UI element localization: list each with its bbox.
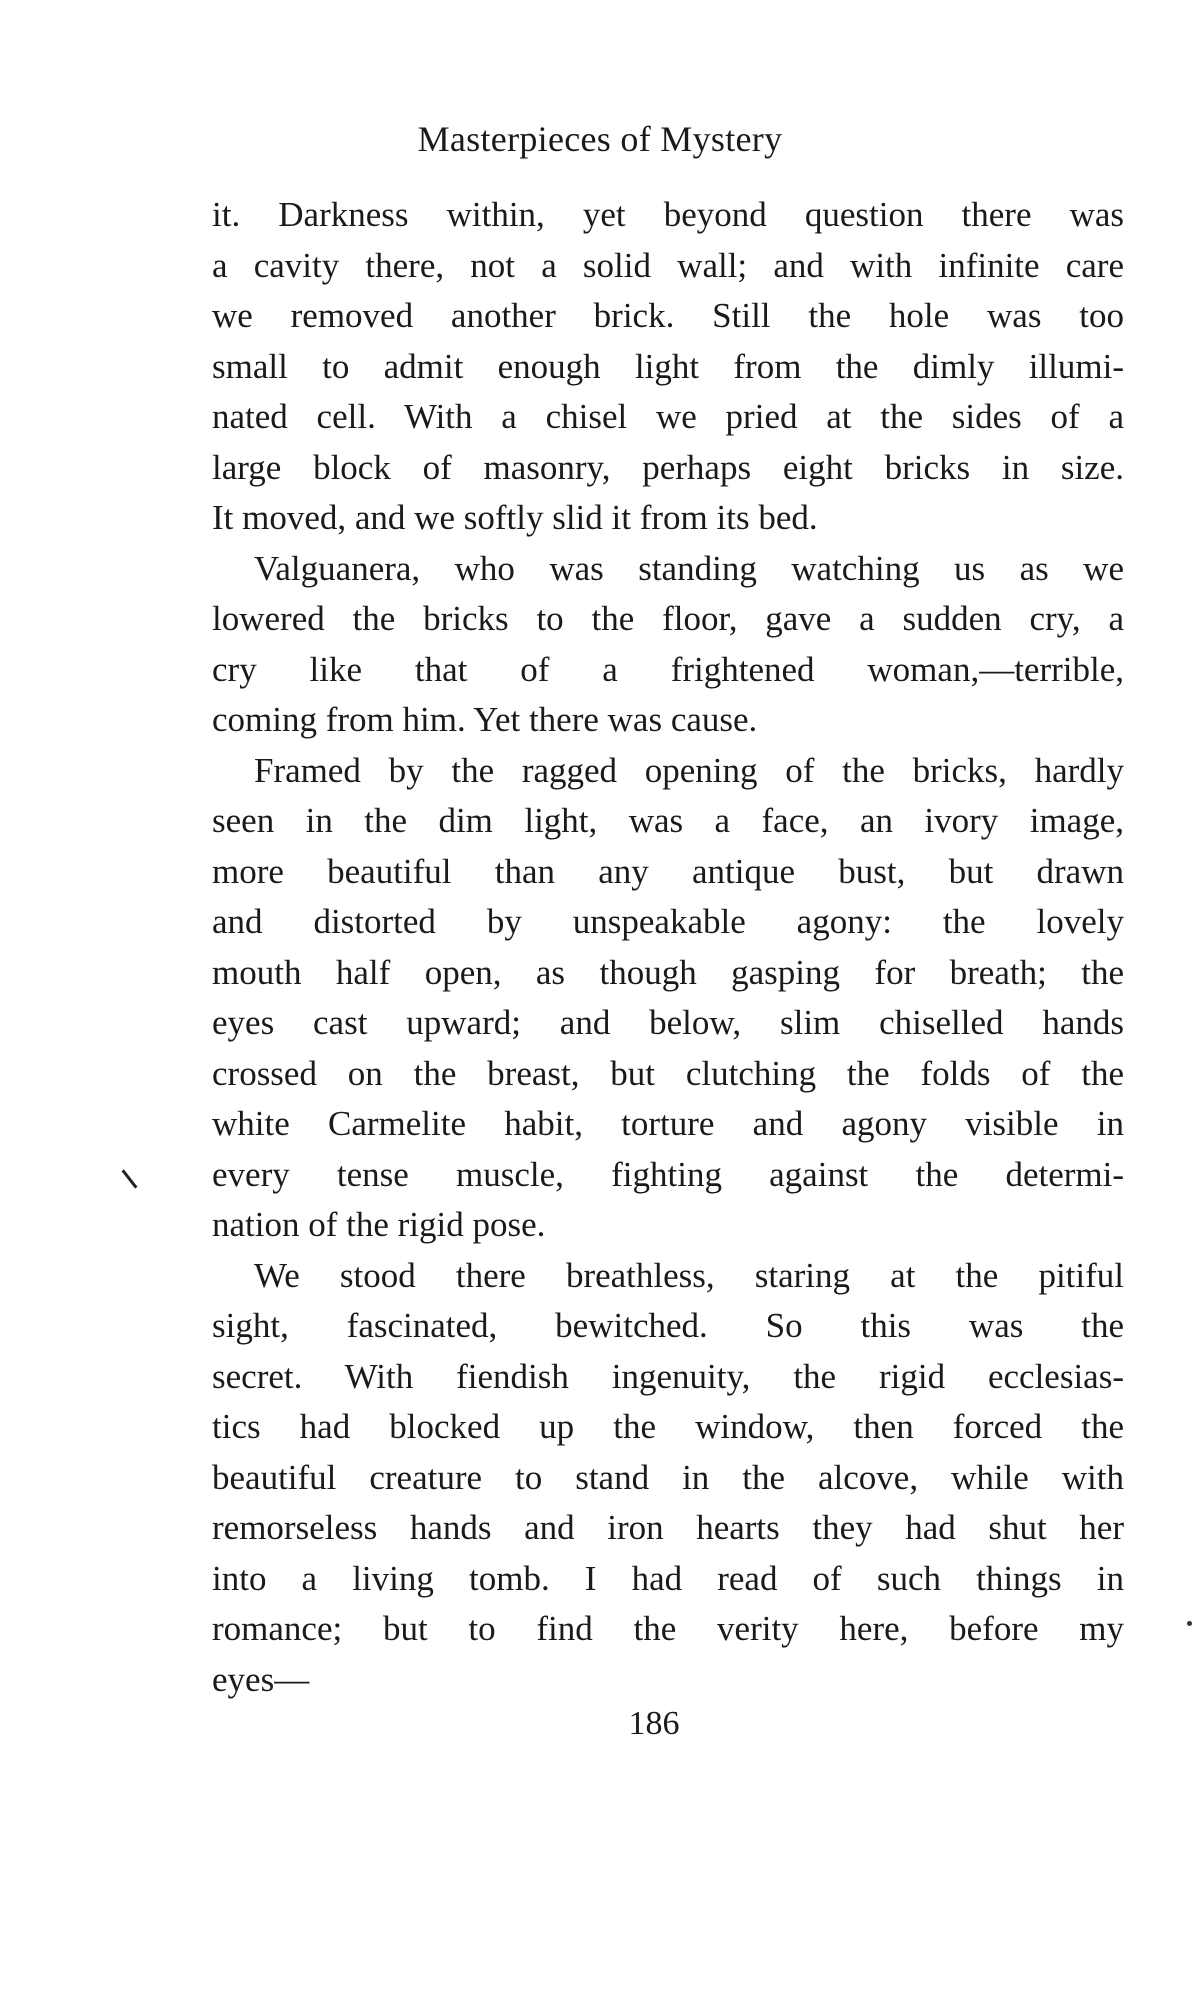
text-line: Valguanera, who was standing watching us as we [254,548,1124,588]
text-line: lowered the bricks to the floor, gave a sudden cry, a [212,599,1124,638]
text-line: tics had blocked up the window, then forced the [212,1407,1124,1446]
text-line: We stood there breathless, staring at the pitiful [254,1255,1124,1295]
text-line: sight, fascinated, bewitched. So this was the [212,1306,1124,1345]
text-line: beautiful creature to stand in the alcove, while with [212,1457,1124,1497]
text-line: white Carmelite habit, torture and agony visible in [212,1104,1124,1143]
margin-dot [1187,1621,1192,1626]
text-line: coming from him. Yet there was cause. [212,700,758,739]
text-line: a cavity there, not a solid wall; and with infinite care [212,245,1124,285]
text-line: every tense muscle, fighting against the determi- [212,1154,1124,1194]
text-line: eyes— [212,1659,310,1699]
text-line: seen in the dim light, was a face, an ivory image, [212,801,1124,840]
text-line: more beautiful than any antique bust, but drawn [212,851,1124,891]
text-line: nated cell. With a chisel we pried at the sides of a [212,397,1124,436]
text-line: large block of masonry, perhaps eight bricks in size. [212,447,1124,487]
body-text [212,190,1124,1705]
page-number: 186 [628,1705,680,1742]
text-line: remorseless hands and iron hearts they had shut her [212,1508,1124,1547]
text-line: secret. With fiendish ingenuity, the rigid ecclesias- [212,1356,1124,1396]
text-line: small to admit enough light from the dimly illumi- [212,346,1124,386]
text-line: nation of the rigid pose. [212,1205,546,1244]
text-line: romance; but to find the verity here, before my [212,1609,1124,1648]
text-line: it. Darkness within, yet beyond question there was [212,195,1124,234]
text-line: It moved, and we softly slid it from its bed. [212,498,818,537]
text-line: we removed another brick. Still the hole was too [212,296,1124,335]
text-line: eyes cast upward; and below, slim chiselled hands [212,1003,1124,1042]
text-line: Framed by the ragged opening of the bricks, hardly [254,750,1124,790]
text-line: and distorted by unspeakable agony: the lovely [212,902,1124,941]
text-line: crossed on the breast, but clutching the folds of the [212,1053,1124,1093]
text-line: mouth half open, as though gasping for breath; the [212,952,1124,992]
text-line: cry like that of a frightened woman,—terrible, [212,649,1124,689]
margin-mark [122,1169,138,1188]
text-line: into a living tomb. I had read of such things in [212,1558,1124,1598]
running-head: Masterpieces of Mystery [417,119,783,159]
